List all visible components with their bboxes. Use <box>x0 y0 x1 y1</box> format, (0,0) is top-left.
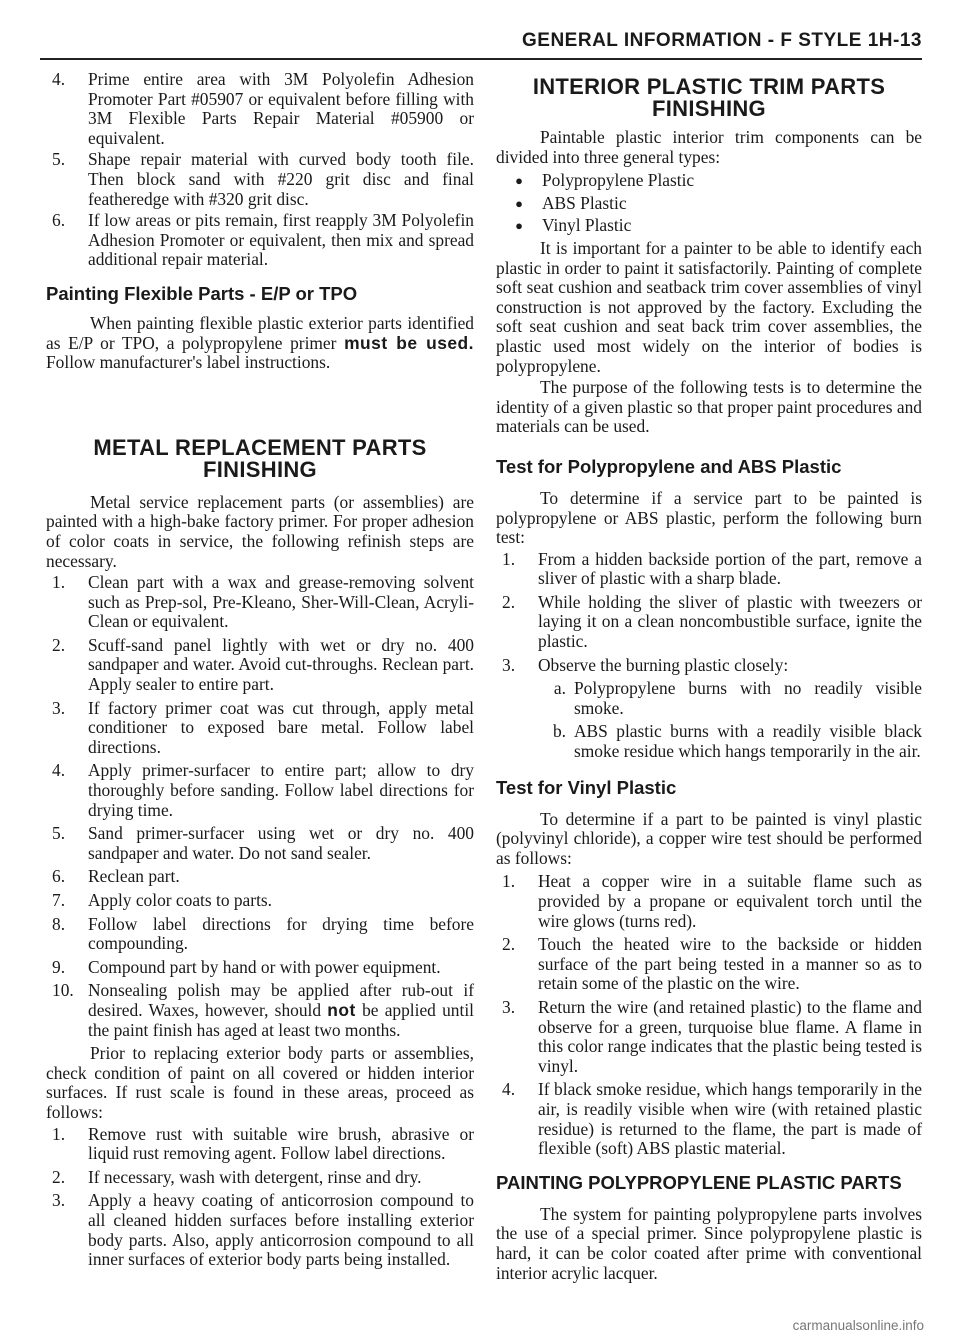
metal-intro-paragraph: Metal service replacement parts (or assemblies) are painted with a high-bake factory primer. For proper adhesion of color coats in service, the following refinish steps are necessary. <box>46 491 474 571</box>
rust-steps-list <box>46 1125 474 1270</box>
list-item: ● ABS Plastic <box>496 194 922 214</box>
adhesion-steps-list <box>46 70 474 270</box>
list-item: 2. Touch the heated wire to the backside or hidden surface of the part being tested in a manner so as to retain some of the plastic on the wire. <box>502 934 922 994</box>
list-item: 3. If factory primer coat was cut through, apply metal conditioner to exposed bare metal. Follow label directions. <box>52 697 474 757</box>
flexible-parts-paragraph: When painting flexible plastic exterior parts identified as E/P or TPO, a polypropylene primer must be used. Follow manufacturer's label instructions. <box>46 312 474 373</box>
list-item: 6. If low areas or pits remain, first reapply 3M Polyolefin Adhesion Promoter or equivalent, then mix and spread additional repair material. <box>52 210 474 270</box>
running-header: GENERAL INFORMATION - F STYLE 1H-13 <box>522 30 922 51</box>
list-item: 10. Nonsealing polish may be applied after rub-out if desired. Waxes, however, should not be applied until the paint finish has aged at least two months. <box>52 980 474 1040</box>
polypropylene-test-heading: Test for Polypropylene and ABS Plastic <box>496 455 842 477</box>
list-item: 3. Observe the burning plastic closely: <box>502 654 789 675</box>
list-item: 7. Apply color coats to parts. <box>52 890 273 910</box>
burn-observation-list <box>538 679 922 761</box>
list-item: 1. Remove rust with suitable wire brush, abrasive or liquid rust removing agent. Follow label directions. <box>52 1123 474 1164</box>
list-item: 2. Scuff-sand panel lightly with wet or dry no. 400 sandpaper and water. Avoid cut-throughs. Reclean part. Apply sealer to entire part. <box>52 634 474 695</box>
metal-replacement-heading: METAL REPLACEMENT PARTS <box>93 434 427 460</box>
list-item: 1. Clean part with a wax and grease-removing solvent such as Prep-sol, Pre-Kleano, Sher-Will-Clean, Acryli-Clean or equivalent. <box>52 572 474 632</box>
emphasis-text: must be used. <box>344 332 474 353</box>
list-item: 1. From a hidden backside portion of the part, remove a sliver of plastic with a sharp blade. <box>502 548 922 589</box>
list-item: 9. Compound part by hand or with power equipment. <box>52 956 441 977</box>
flexible-parts-heading: Painting Flexible Parts - E/P or TPO <box>46 282 358 304</box>
bullet-icon: ● <box>515 173 523 189</box>
list-item: 3. Apply a heavy coating of anticorrosion compound to all cleaned hidden surfaces before installing exterior body parts. Also, apply anticorrosion compound to all inner surfaces of exterior body parts being installed. <box>52 1190 474 1270</box>
rust-intro-paragraph: Prior to replacing exterior body parts or assemblies, check condition of paint on all covered or hidden interior surfaces. If rust scale is found in these areas, proceed as follows: <box>46 1043 474 1122</box>
list-item: b. ABS plastic burns with a readily visible black smoke residue which hangs temporarily in the air. <box>552 721 922 762</box>
interior-intro-paragraph: Paintable plastic interior trim components can be divided into three general types: <box>496 127 922 167</box>
list-item: 3. Return the wire (and retained plastic) to the flame and observe for a green, turquoise blue flame. A flame in this color range indicates that the plastic being tested is vinyl. <box>502 996 922 1076</box>
identify-paragraph: It is important for a painter to be able to identify each plastic in order to paint it satisfactorily. Painting of complete soft seat cushion and seatback trim cover assemblies of vinyl construction is not approved by the factory. Excluding the soft seat cushion and seat back trim cover assemblies, the plastic used most widely on the interior of bodies is polypropylene. <box>496 237 922 376</box>
interior-finishing-heading: FINISHING <box>652 96 766 121</box>
painting-polypropylene-paragraph: The system for painting polypropylene parts involves the use of a special primer. Since polypropylene plastic is hard, it can be color coated after prime with conventional interior acrylic lacquer. <box>496 1203 922 1283</box>
list-item: 6. Reclean part. <box>52 866 180 887</box>
list-item: ● Vinyl Plastic <box>496 216 922 236</box>
emphasis-text: not <box>327 999 356 1020</box>
list-item: 4. If black smoke residue, which hangs temporarily in the air, is readily visible when wire (with retained plastic residue) is returned to the flame, the part is made of flexible (soft) ABS plastic material. <box>502 1079 922 1159</box>
right-column <box>496 70 922 1283</box>
metal-finishing-heading: FINISHING <box>203 456 317 482</box>
vinyl-test-intro: To determine if a part to be painted is vinyl plastic (polyvinyl chloride), a copper wire test should be performed as follows: <box>496 808 922 868</box>
list-item: 2. While holding the sliver of plastic with tweezers or laying it on a clean noncombustible surface, ignite the plastic. <box>502 591 922 652</box>
list-item: ● Polypropylene Plastic <box>496 171 922 191</box>
list-item: 5. Sand primer-surfacer using wet or dry no. 400 sandpaper and water. Do not sand sealer. <box>52 823 474 863</box>
list-item: 4. Prime entire area with 3M Polyolefin Adhesion Promoter Part #05907 or equivalent before filling with 3M Flexible Parts Repair Material #05900 or equivalent. <box>52 69 474 148</box>
watermark: carmanualsonline.info <box>792 1318 924 1333</box>
list-item: 8. Follow label directions for drying time before compounding. <box>52 913 474 954</box>
list-item: 2. If necessary, wash with detergent, rinse and dry. <box>52 1166 422 1187</box>
vinyl-test-steps <box>496 872 922 1158</box>
painting-polypropylene-heading: PAINTING POLYPROPYLENE PLASTIC PARTS <box>496 1171 902 1193</box>
bullet-icon: ● <box>515 218 523 234</box>
list-item: a. Polypropylene burns with no readily visible smoke. <box>553 678 922 718</box>
list-item: 5. Shape repair material with curved body tooth file. Then block sand with #220 grit disc and final featheredge with #320 grit disc. <box>52 149 474 209</box>
vinyl-test-heading: Test for Vinyl Plastic <box>496 776 677 798</box>
header-rule <box>40 58 922 60</box>
interior-trim-heading: INTERIOR PLASTIC TRIM PARTS <box>532 74 886 99</box>
left-column <box>46 70 474 1274</box>
list-item: 1. Heat a copper wire in a suitable flame such as provided by a propane or equivalent torch until the wire glows (turns red). <box>502 871 922 931</box>
plastic-types-list <box>496 171 922 236</box>
bullet-icon: ● <box>515 195 523 211</box>
list-item: 4. Apply primer-surfacer to entire part; allow to dry thoroughly before sanding. Follow label directions for drying time. <box>52 760 474 820</box>
polypropylene-test-steps <box>496 550 922 676</box>
metal-steps-list <box>46 573 474 1040</box>
polypropylene-test-intro: To determine if a service part to be painted is polypropylene or ABS plastic, perform the following burn test: <box>496 487 922 548</box>
purpose-paragraph: The purpose of the following tests is to determine the identity of a given plastic so that proper paint procedures and materials can be used. <box>496 377 922 437</box>
